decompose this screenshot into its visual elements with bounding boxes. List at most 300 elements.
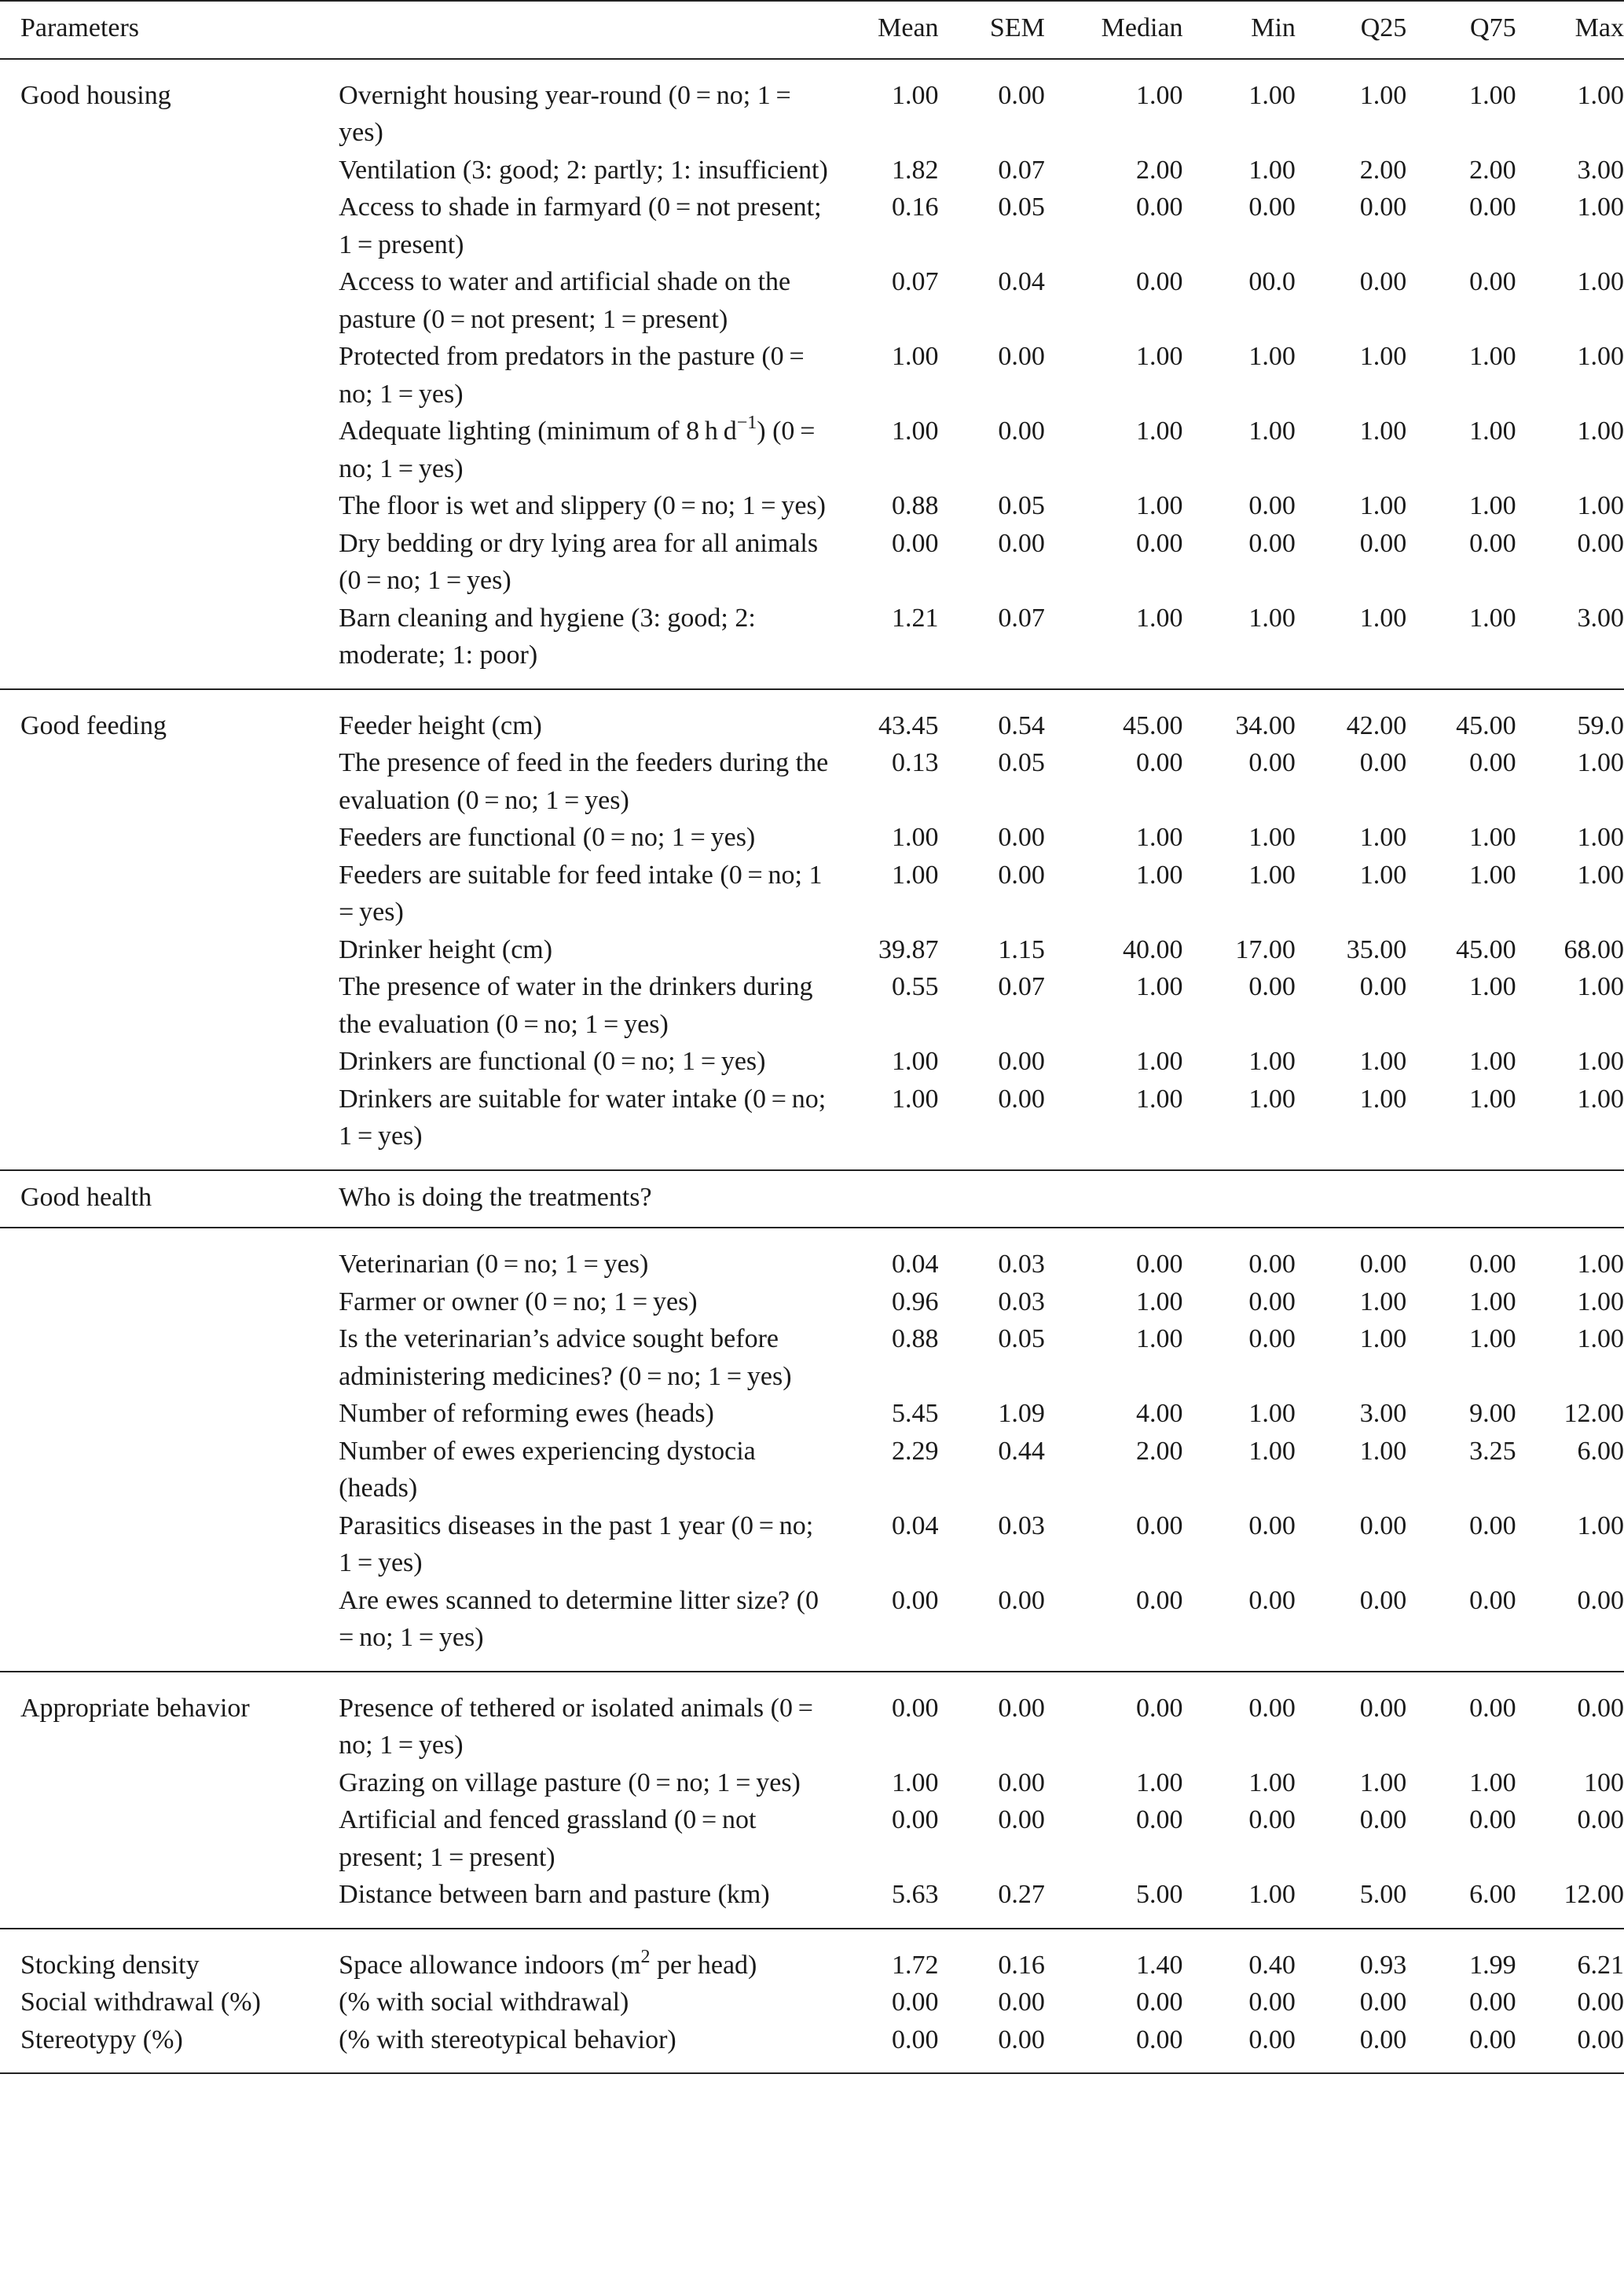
value-median: 2.00 [1136,1436,1183,1466]
value-mean: 0.07 [892,267,939,296]
table-row [0,1507,1624,1582]
value-mean: 0.00 [892,2025,939,2054]
value-q75: 1.00 [1469,1047,1516,1076]
value-sem: 0.03 [998,1511,1045,1540]
category-group [0,689,1624,1170]
parameter-description: Adequate lighting (minimum of 8 h $d^{-1}$) (0 = no; 1 = yes) [339,413,821,483]
value-max: 0.00 [1577,1805,1624,1834]
value-q25: 0.00 [1359,748,1407,777]
table-row [0,968,1624,1043]
table-row [0,1582,1624,1672]
table-row [0,1433,1624,1507]
value-q25: 0.00 [1359,1693,1407,1723]
parameter-description: Protected from predators in the pasture (0 = no; 1 = yes) [339,342,810,409]
value-max: 0.00 [1577,2025,1624,2054]
value-q75: 0.00 [1469,1511,1516,1540]
value-max: 1.00 [1577,1084,1624,1114]
value-q25: 0.00 [1359,1585,1407,1615]
value-q75: 1.00 [1469,1768,1516,1797]
value-mean: 0.00 [892,1988,939,2017]
col-header-sem: SEM [989,13,1045,42]
value-mean: 1.21 [892,603,939,633]
value-max: 0.00 [1577,1585,1624,1615]
value-min: 0.00 [1248,1805,1296,1834]
col-header-q75: Q75 [1470,13,1516,42]
value-sem: 0.54 [998,710,1045,740]
value-q25: 0.00 [1359,1511,1407,1540]
value-q25: 0.93 [1359,1950,1407,1980]
parameter-description: The presence of water in the drinkers during the evaluation (0 = no; 1 = yes) [339,972,813,1039]
value-q75: 1.00 [1469,491,1516,520]
category-label [0,1582,339,1672]
category-label [0,1043,339,1081]
value-q75: 0.00 [1469,193,1516,222]
value-q25: 0.00 [1359,972,1407,1001]
parameter-description: The presence of feed in the feeders during the evaluation (0 = no; 1 = yes) [339,748,829,815]
table-row [0,1320,1624,1395]
value-q25: 0.00 [1359,1805,1407,1834]
value-min: 0.00 [1248,748,1296,777]
value-min: 1.00 [1248,1880,1296,1909]
value-min: 0.00 [1248,528,1296,558]
value-median: 1.00 [1136,491,1183,520]
table-row [0,1801,1624,1876]
value-min: 1.00 [1248,603,1296,633]
value-max: 1.00 [1577,1324,1624,1353]
category-group [0,1672,1624,1929]
value-q25: 1.00 [1359,1287,1407,1316]
category-label [0,1433,339,1507]
value-min: 1.00 [1248,1768,1296,1797]
value-mean: 1.00 [892,342,939,371]
value-mean: 43.45 [878,710,939,740]
superscript-exponent: −1 [736,413,757,433]
value-median: 1.00 [1136,860,1183,890]
category-label [0,189,339,263]
value-max: 1.00 [1577,860,1624,890]
parameter-description: Access to water and artificial shade on the pasture (0 = not present; 1 = present) [339,267,791,334]
value-max: 1.00 [1577,972,1624,1001]
value-q25: 1.00 [1359,491,1407,520]
table-row [0,263,1624,338]
value-sem: 0.00 [998,342,1045,371]
value-mean: 0.00 [892,1585,939,1615]
value-sem: 0.44 [998,1436,1045,1466]
parameter-description: (% with social withdrawal) [339,1988,629,2017]
value-sem: 0.00 [998,1693,1045,1723]
col-header-min: Min [1251,13,1296,42]
value-max: 100 [1584,1768,1624,1797]
value-mean: 1.00 [892,1047,939,1076]
value-median: 1.00 [1136,417,1183,446]
category-label: Appropriate behavior [20,1693,250,1723]
value-min: 0.00 [1248,1324,1296,1353]
category-label [0,1081,339,1170]
value-min: 34.00 [1235,710,1296,740]
value-q25: 3.00 [1359,1399,1407,1428]
category-group [0,59,1624,689]
value-q75: 0.00 [1469,528,1516,558]
parameter-description: Feeder height (cm) [339,710,542,740]
value-mean: 1.82 [892,155,939,185]
table-row [0,1929,1624,1984]
category-label [0,1283,339,1321]
parameter-description: Number of reforming ewes (heads) [339,1399,714,1428]
category-label [0,1507,339,1582]
value-sem: 1.15 [998,934,1045,964]
value-q25: 1.00 [1359,342,1407,371]
parameter-description: Overnight housing year-round (0 = no; 1 = yes) [339,80,797,147]
value-sem: 0.07 [998,972,1045,1001]
category-label: Good housing [20,80,171,110]
table-row [0,152,1624,189]
value-sem: 0.05 [998,1324,1045,1353]
category-label: Stereotypy (%) [20,2025,183,2054]
table-row [0,1283,1624,1321]
value-min: 1.00 [1248,155,1296,185]
table-row [0,1043,1624,1081]
value-median: 0.00 [1136,1511,1183,1540]
value-q75: 0.00 [1469,1805,1516,1834]
category-label [0,857,339,931]
value-max: 6.00 [1577,1436,1624,1466]
value-max: 1.00 [1577,1511,1624,1540]
value-q75: 1.00 [1469,860,1516,890]
value-min: 1.00 [1248,1047,1296,1076]
value-q75: 1.00 [1469,1287,1516,1316]
category-label [0,152,339,189]
value-mean: 0.88 [892,491,939,520]
value-q75: 1.00 [1469,603,1516,633]
value-min: 0.40 [1248,1950,1296,1980]
table-row [0,1984,1624,2021]
value-q75: 0.00 [1469,2025,1516,2054]
value-max: 1.00 [1577,80,1624,110]
value-sem: 0.04 [998,267,1045,296]
value-q25: 0.00 [1359,1988,1407,2017]
value-min: 1.00 [1248,1436,1296,1466]
value-q25: 35.00 [1346,934,1407,964]
table-row [0,1764,1624,1802]
subheading-label: Who is doing the treatments? [339,1182,652,1212]
value-q25: 5.00 [1359,1880,1407,1909]
table-row [0,1395,1624,1433]
table-row [0,2021,1624,2074]
value-sem: 0.00 [998,1047,1045,1076]
value-mean: 1.00 [892,80,939,110]
category-label [0,1764,339,1802]
value-mean: 0.16 [892,193,939,222]
value-mean: 1.00 [892,823,939,852]
value-sem: 0.00 [998,1585,1045,1615]
value-median: 0.00 [1136,193,1183,222]
value-q25: 1.00 [1359,1768,1407,1797]
col-header-parameters: Parameters [20,13,140,42]
value-max: 3.00 [1577,603,1624,633]
parameter-description: Farmer or owner (0 = no; 1 = yes) [339,1287,698,1316]
header-row [0,1,1624,59]
value-min: 0.00 [1248,193,1296,222]
value-q25: 1.00 [1359,1436,1407,1466]
value-median: 2.00 [1136,155,1183,185]
parameter-description: Drinker height (cm) [339,934,553,964]
value-max: 6.21 [1577,1950,1624,1980]
category-label [0,931,339,969]
table-row [0,1228,1624,1283]
value-max: 0.00 [1577,1988,1624,2017]
category-label: Good health [20,1182,152,1212]
table-row [0,1672,1624,1764]
col-header-mean: Mean [878,13,939,42]
value-min: 17.00 [1235,934,1296,964]
parameter-description: Access to shade in farmyard (0 = not present; 1 = present) [339,193,822,259]
value-min: 0.00 [1248,972,1296,1001]
value-q75: 0.00 [1469,267,1516,296]
value-median: 0.00 [1136,267,1183,296]
category-label: Stocking density [20,1950,200,1980]
value-max: 59.0 [1577,710,1624,740]
value-q75: 1.00 [1469,972,1516,1001]
parameter-description: Drinkers are functional (0 = no; 1 = yes) [339,1047,766,1076]
value-mean: 2.29 [892,1436,939,1466]
value-sem: 0.03 [998,1250,1045,1279]
value-mean: 1.72 [892,1950,939,1980]
value-sem: 0.00 [998,1805,1045,1834]
value-max: 12.00 [1564,1399,1624,1428]
value-min: 0.00 [1248,1988,1296,2017]
parameter-description: Grazing on village pasture (0 = no; 1 = yes) [339,1768,801,1797]
parameter-description: Number of ewes experiencing dystocia (heads) [339,1436,756,1503]
value-q75: 0.00 [1469,748,1516,777]
value-q25: 1.00 [1359,860,1407,890]
value-sem: 0.00 [998,823,1045,852]
value-q75: 0.00 [1469,1988,1516,2017]
category-label [0,338,339,413]
value-q75: 45.00 [1456,710,1516,740]
value-q75: 9.00 [1469,1399,1516,1428]
value-median: 1.00 [1136,1324,1183,1353]
category-label [0,1801,339,1876]
table-header [0,1,1624,59]
value-q25: 1.00 [1359,1324,1407,1353]
value-median: 1.00 [1136,1047,1183,1076]
category-label [0,1320,339,1395]
value-min: 1.00 [1248,342,1296,371]
value-median: 1.00 [1136,1084,1183,1114]
parameter-description: Feeders are suitable for feed intake (0 = no; 1 = yes) [339,860,828,927]
value-median: 1.00 [1136,972,1183,1001]
value-median: 45.00 [1123,710,1183,740]
value-sem: 0.05 [998,491,1045,520]
value-min: 0.00 [1248,1511,1296,1540]
value-sem: 0.27 [998,1880,1045,1909]
value-max: 1.00 [1577,491,1624,520]
value-min: 0.00 [1248,1693,1296,1723]
table-row [0,487,1624,525]
value-max: 1.00 [1577,342,1624,371]
value-max: 1.00 [1577,1287,1624,1316]
value-mean: 39.87 [878,934,939,964]
value-median: 0.00 [1136,1805,1183,1834]
value-median: 1.00 [1136,342,1183,371]
value-q75: 6.00 [1469,1880,1516,1909]
value-mean: 0.88 [892,1324,939,1353]
category-label [0,1395,339,1433]
value-max: 1.00 [1577,193,1624,222]
value-mean: 0.04 [892,1511,939,1540]
table-row [0,819,1624,857]
value-median: 0.00 [1136,1693,1183,1723]
value-sem: 0.00 [998,860,1045,890]
value-mean: 5.63 [892,1880,939,1909]
table-row [0,857,1624,931]
value-sem: 1.09 [998,1399,1045,1428]
value-q25: 1.00 [1359,823,1407,852]
value-max: 1.00 [1577,417,1624,446]
table-row [0,338,1624,413]
value-sem: 0.00 [998,1988,1045,2017]
value-median: 0.00 [1136,2025,1183,2054]
value-mean: 1.00 [892,417,939,446]
table-row [0,689,1624,745]
parameter-description: Parasitics diseases in the past 1 year (0 = no; 1 = yes) [339,1511,814,1577]
value-q75: 1.00 [1469,1324,1516,1353]
category-label [0,968,339,1043]
value-q25: 0.00 [1359,1250,1407,1279]
table-row [0,413,1624,487]
value-sem: 0.16 [998,1950,1045,1980]
value-q75: 1.00 [1469,342,1516,371]
category-label [0,263,339,338]
value-median: 4.00 [1136,1399,1183,1428]
value-median: 40.00 [1123,934,1183,964]
value-min: 0.00 [1248,1287,1296,1316]
parameter-description: Feeders are functional (0 = no; 1 = yes) [339,823,756,852]
category-label [0,487,339,525]
value-mean: 0.00 [892,1693,939,1723]
value-q25: 0.00 [1359,528,1407,558]
value-median: 1.00 [1136,823,1183,852]
value-median: 1.00 [1136,603,1183,633]
value-sem: 0.07 [998,603,1045,633]
value-mean: 0.00 [892,528,939,558]
col-header-q25: Q25 [1360,13,1407,42]
value-mean: 5.45 [892,1399,939,1428]
value-min: 0.00 [1248,2025,1296,2054]
value-median: 1.40 [1136,1950,1183,1980]
table-row [0,744,1624,819]
value-q25: 0.00 [1359,267,1407,296]
value-q75: 1.00 [1469,417,1516,446]
category-label [0,525,339,600]
value-median: 1.00 [1136,1287,1183,1316]
value-max: 0.00 [1577,1693,1624,1723]
table-row [0,59,1624,152]
value-median: 1.00 [1136,1768,1183,1797]
value-max: 0.00 [1577,528,1624,558]
parameter-description: Ventilation (3: good; 2: partly; 1: insufficient) [339,155,828,185]
value-q75: 1.00 [1469,823,1516,852]
value-sem: 0.00 [998,1768,1045,1797]
value-sem: 0.00 [998,417,1045,446]
value-sem: 0.00 [998,528,1045,558]
value-max: 1.00 [1577,1047,1624,1076]
category-label: Social withdrawal (%) [20,1988,261,2017]
value-median: 0.00 [1136,1585,1183,1615]
table-row [0,1081,1624,1170]
category-group [0,1228,1624,1672]
value-sem: 0.03 [998,1287,1045,1316]
value-q25: 1.00 [1359,80,1407,110]
table-row [0,189,1624,263]
value-min: 00.0 [1248,267,1296,296]
table-row [0,1876,1624,1929]
value-mean: 0.13 [892,748,939,777]
value-min: 0.00 [1248,491,1296,520]
col-header-description [339,1,830,59]
value-mean: 0.96 [892,1287,939,1316]
category-label [0,819,339,857]
value-sem: 0.07 [998,155,1045,185]
value-max: 1.00 [1577,267,1624,296]
value-max: 68.00 [1564,934,1624,964]
parameter-description: Is the veterinarian’s advice sought before administering medicines? (0 = no; 1 = yes) [339,1324,792,1391]
parameter-description: Space allowance indoors ($m^2$ per head) [339,1946,757,1980]
superscript-exponent: 2 [640,1946,651,1967]
value-q25: 1.00 [1359,417,1407,446]
value-min: 1.00 [1248,1399,1296,1428]
value-min: 1.00 [1248,417,1296,446]
table-row [0,931,1624,969]
parameter-description: Dry bedding or dry lying area for all animals (0 = no; 1 = yes) [339,528,819,595]
value-q25: 0.00 [1359,193,1407,222]
value-min: 0.00 [1248,1585,1296,1615]
parameter-description: Are ewes scanned to determine litter size? (0 = no; 1 = yes) [339,1585,824,1652]
value-median: 0.00 [1136,1250,1183,1279]
value-q75: 0.00 [1469,1693,1516,1723]
category-label [0,600,339,689]
value-q25: 2.00 [1359,155,1407,185]
value-q25: 1.00 [1359,1047,1407,1076]
category-group-heading [0,1170,1624,1228]
value-sem: 0.05 [998,748,1045,777]
value-max: 12.00 [1564,1880,1624,1909]
value-sem: 0.05 [998,193,1045,222]
category-label [0,413,339,487]
value-q75: 0.00 [1469,1585,1516,1615]
value-q75: 2.00 [1469,155,1516,185]
category-label [0,1876,339,1929]
value-max: 3.00 [1577,155,1624,185]
value-max: 1.00 [1577,748,1624,777]
parameter-description: Drinkers are suitable for water intake (0 = no; 1 = yes) [339,1084,827,1151]
parameter-description: Artificial and fenced grassland (0 = not present; 1 = present) [339,1805,757,1872]
value-median: 1.00 [1136,80,1183,110]
value-q75: 3.25 [1469,1436,1516,1466]
parameter-description: Distance between barn and pasture (km) [339,1880,770,1909]
parameter-description: (% with stereotypical behavior) [339,2025,676,2054]
value-min: 0.00 [1248,1250,1296,1279]
value-median: 0.00 [1136,528,1183,558]
category-label: Good feeding [20,710,167,740]
value-mean: 1.00 [892,1084,939,1114]
parameter-description: The floor is wet and slippery (0 = no; 1 = yes) [339,491,827,520]
value-median: 5.00 [1136,1880,1183,1909]
category-label [0,744,339,819]
value-q75: 1.00 [1469,80,1516,110]
value-median: 0.00 [1136,748,1183,777]
value-q75: 0.00 [1469,1250,1516,1279]
